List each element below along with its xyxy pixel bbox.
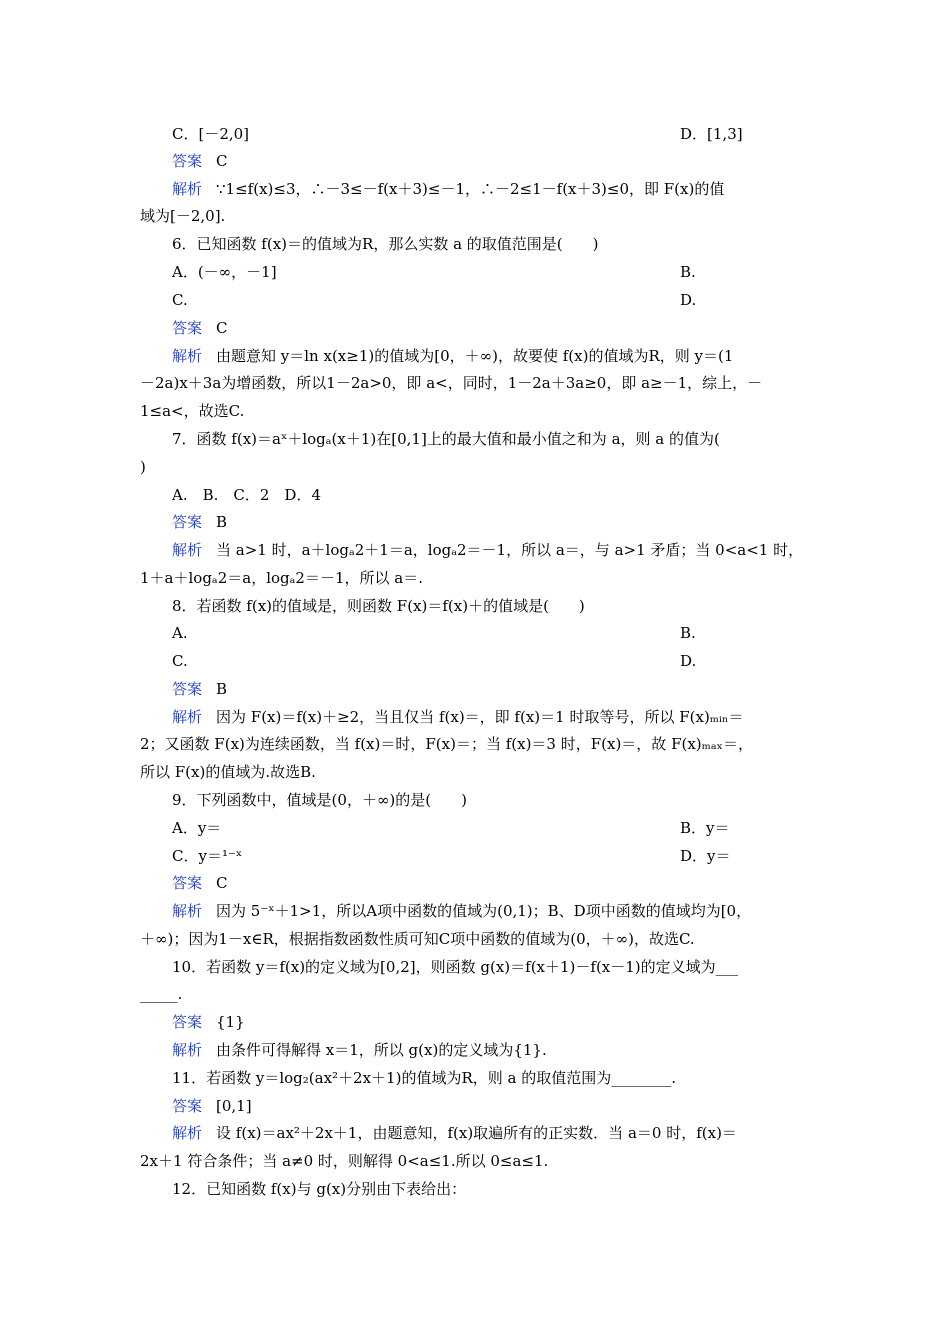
option-a: A．(－∞，－1] <box>172 263 277 281</box>
option-b: B. <box>680 624 696 642</box>
analysis-text: 因为 5⁻ˣ＋1>1，所以A项中函数的值域为(0,1)；B、D项中函数的值域均为[0， <box>216 902 752 920</box>
answer-line <box>172 679 227 699</box>
option-d: D. <box>680 291 697 309</box>
option-c: C．y＝¹⁻ˣ <box>172 847 243 865</box>
answer-line <box>172 1096 252 1116</box>
analysis-label: 解析 <box>172 541 203 559</box>
analysis-text: ∵1≤f(x)≤3，∴－3≤－f(x＋3)≤－1，∴－2≤1－f(x＋3)≤0，即 F(x)的值 <box>216 180 725 198</box>
question-11: 11．若函数 y＝log₂(ax²＋2x＋1)的值域为R，则 a 的取值范围为________. <box>172 1069 676 1087</box>
analysis-line <box>172 1040 547 1060</box>
answer-text: [0,1] <box>216 1097 252 1115</box>
analysis-text: 因为 F(x)＝f(x)＋≥2，当且仅当 f(x)＝，即 f(x)＝1 时取等号，所以 F(x)ₘᵢₙ＝ <box>216 708 744 726</box>
analysis-line <box>172 346 733 366</box>
option-d: D．y＝ <box>680 847 731 865</box>
text-line: 域为[－2,0]. <box>140 207 226 225</box>
question-12: 12．已知函数 f(x)与 g(x)分别由下表给出： <box>172 1180 467 1198</box>
option-c: C．[－2,0] <box>172 125 250 143</box>
text-line: ＋∞)；因为1－x∈R，根据指数函数性质可知C项中函数的值域为(0，＋∞)，故选C. <box>140 930 695 948</box>
answer-label: 答案 <box>172 1097 203 1115</box>
question-6: 6．已知函数 f(x)＝的值域为R，那么实数 a 的取值范围是( ) <box>172 235 599 253</box>
answer-line <box>172 1012 245 1032</box>
analysis-line <box>172 901 751 921</box>
option-b: B．y＝ <box>680 819 730 837</box>
answer-line <box>172 151 228 171</box>
analysis-text: 设 f(x)＝ax²＋2x＋1，由题意知，f(x)取遍所有的正实数．当 a＝0 时，f(x)＝ <box>216 1124 737 1142</box>
text-line: _____. <box>140 985 183 1003</box>
option-d: D．[1,3] <box>680 125 743 143</box>
answer-label: 答案 <box>172 152 203 170</box>
analysis-label: 解析 <box>172 347 203 365</box>
answer-text: B <box>216 513 228 531</box>
option-row <box>172 846 731 866</box>
analysis-line <box>172 1123 737 1143</box>
text-line: －2a)x＋3a为增函数，所以1－2a>0，即 a<，同时，1－2a＋3a≥0，即 a≥－1，综上，－ <box>140 374 763 392</box>
answer-line <box>172 873 228 893</box>
analysis-label: 解析 <box>172 708 203 726</box>
answer-text: {1} <box>216 1013 245 1031</box>
answer-label: 答案 <box>172 874 203 892</box>
answer-text: C <box>216 319 228 337</box>
text-line: 2x＋1 符合条件；当 a≠0 时，则解得 0<a≤1.所以 0≤a≤1. <box>140 1152 549 1170</box>
analysis-text: 由题意知 y＝ln x(x≥1)的值域为[0，＋∞)，故要使 f(x)的值域为R，则 y＝(1 <box>216 347 734 365</box>
question-10: 10．若函数 y＝f(x)的定义域为[0,2]，则函数 g(x)＝f(x＋1)－f(x－1)的定义域为___ <box>172 958 739 976</box>
option-a: A. <box>172 624 188 642</box>
answer-text: B <box>216 680 228 698</box>
option-b: B. <box>680 263 696 281</box>
answer-label: 答案 <box>172 680 203 698</box>
analysis-text: 由条件可得解得 x＝1，所以 g(x)的定义域为{1}. <box>216 1041 547 1059</box>
text-line: 1≤a<，故选C. <box>140 402 245 420</box>
analysis-line <box>172 540 803 560</box>
option-d: D. <box>680 652 697 670</box>
option-row <box>172 818 730 838</box>
answer-label: 答案 <box>172 1013 203 1031</box>
answer-label: 答案 <box>172 319 203 337</box>
analysis-label: 解析 <box>172 902 203 920</box>
option-row <box>172 290 697 310</box>
option-row: A. B. C．2 D．4 <box>172 486 321 504</box>
answer-line <box>172 318 228 338</box>
text-line: 2；又函数 F(x)为连续函数，当 f(x)＝时，F(x)＝；当 f(x)＝3 时，F(x)＝，故 F(x)ₘₐₓ＝， <box>140 735 753 753</box>
text-line: 1＋a＋logₐ2＝a，logₐ2＝－1，所以 a＝. <box>140 569 423 587</box>
analysis-line <box>172 179 724 199</box>
question-9: 9．下列函数中，值域是(0，＋∞)的是( ) <box>172 791 467 809</box>
option-c: C. <box>172 291 188 309</box>
question-7: 7．函数 f(x)＝aˣ＋logₐ(x＋1)在[0,1]上的最大值和最小值之和为 a，则 a 的值为( <box>172 430 720 448</box>
option-row <box>172 623 696 643</box>
answer-line <box>172 512 227 532</box>
option-row <box>172 124 743 144</box>
analysis-line <box>172 707 744 727</box>
option-c: C. <box>172 652 188 670</box>
analysis-label: 解析 <box>172 1041 203 1059</box>
analysis-label: 解析 <box>172 180 203 198</box>
text-line: ) <box>140 458 146 476</box>
question-8: 8．若函数 f(x)的值域是，则函数 F(x)＝f(x)＋的值域是( ) <box>172 597 585 615</box>
option-a: A．y＝ <box>172 819 222 837</box>
answer-text: C <box>216 874 228 892</box>
text-line: 所以 F(x)的值域为.故选B. <box>140 763 316 781</box>
analysis-label: 解析 <box>172 1124 203 1142</box>
option-row <box>172 262 696 282</box>
option-row <box>172 651 697 671</box>
answer-text: C <box>216 152 228 170</box>
analysis-text: 当 a>1 时，a＋logₐ2＋1＝a，logₐ2＝－1，所以 a＝，与 a>1 矛盾；当 0<a<1 时， <box>216 541 804 559</box>
answer-label: 答案 <box>172 513 203 531</box>
